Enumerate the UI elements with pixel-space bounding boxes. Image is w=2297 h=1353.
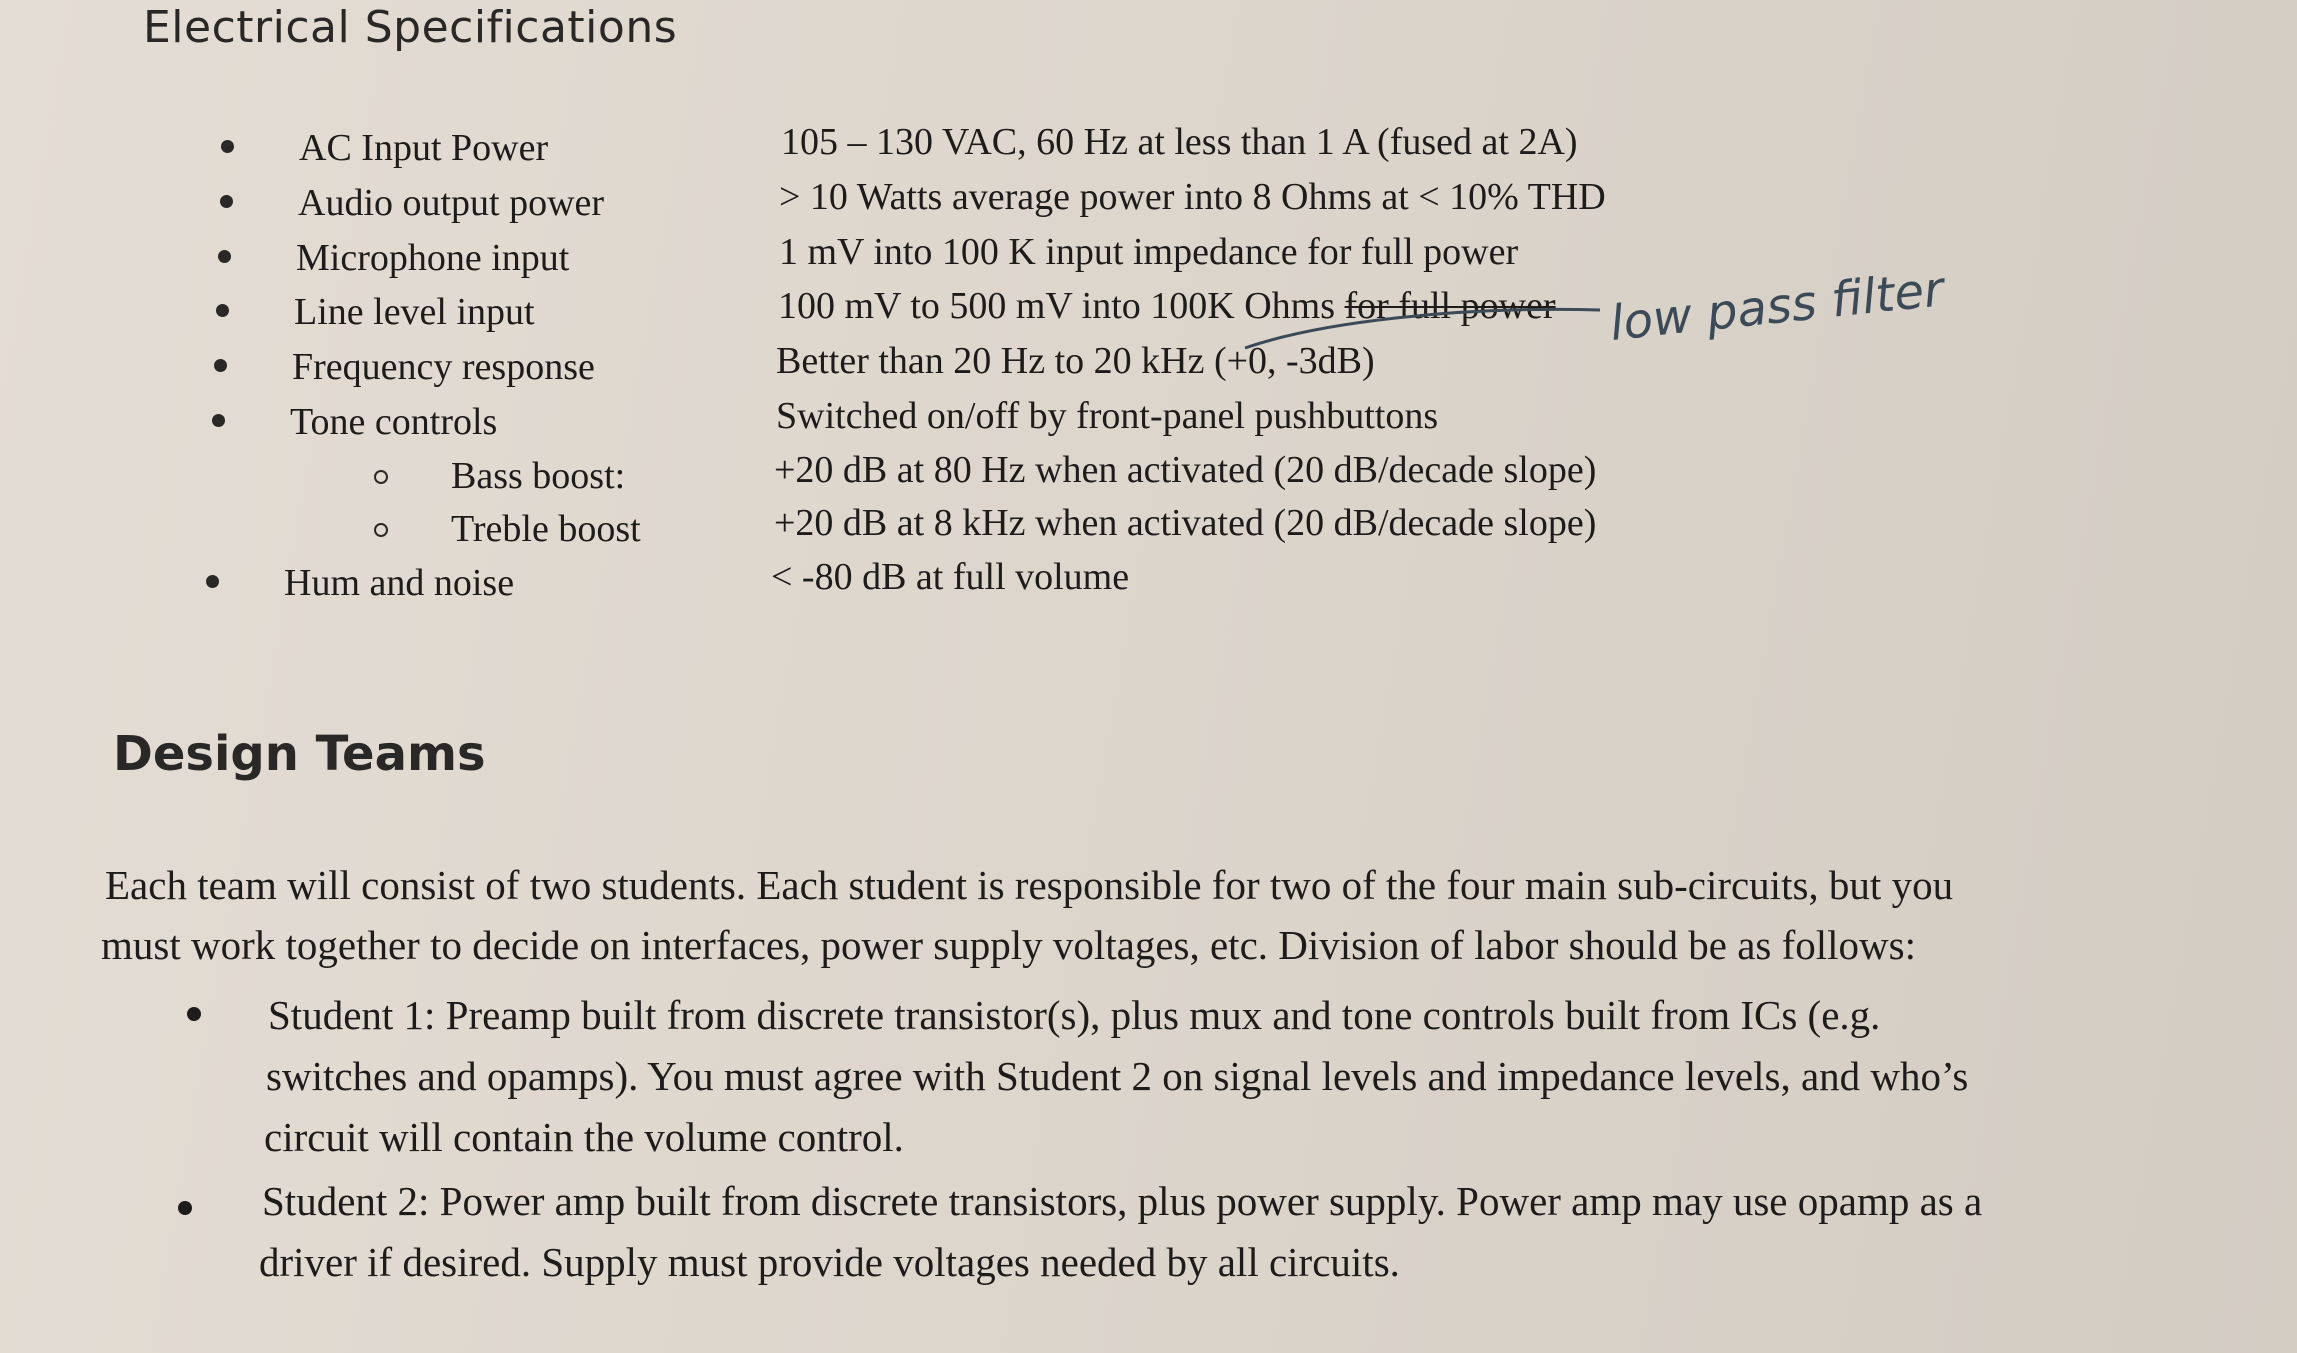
paragraph-line: Each team will consist of two students. Each student is responsible for two of the four main sub-circuits, but you (105, 862, 1954, 908)
paragraph-line: switches and opamps). You must agree with Student 2 on signal levels and impedance levels, and who’s (266, 1053, 1969, 1099)
spec-label: Hum and noise (284, 562, 515, 604)
spec-label: Treble boost (451, 508, 641, 550)
paragraph-line: Student 1: Preamp built from discrete transistor(s), plus mux and tone controls built from ICs (e.g. (268, 992, 1881, 1038)
spec-value: 1 mV into 100 K input impedance for full power (779, 231, 1519, 273)
spec-label: Audio output power (298, 182, 605, 224)
struck-text: for full power (1344, 285, 1556, 327)
handwritten-note: low pass filter (1607, 261, 1947, 352)
spec-value: < -80 dB at full volume (771, 556, 1130, 598)
paragraph-line: must work together to decide on interfaces, power supply voltages, etc. Division of labor should be as follows: (101, 922, 1916, 968)
design-teams-heading: Design Teams (113, 726, 486, 782)
spec-value: +20 dB at 80 Hz when activated (20 dB/decade slope) (774, 449, 1597, 491)
spec-label: Tone controls (290, 401, 498, 443)
bullet-icon (178, 1201, 192, 1215)
spec-value: Better than 20 Hz to 20 kHz (+0, -3dB) (776, 340, 1375, 382)
spec-value: +20 dB at 8 kHz when activated (20 dB/decade slope) (774, 502, 1597, 544)
spec-label: AC Input Power (299, 127, 549, 169)
spec-value-main: 100 mV to 500 mV into 100K Ohms (778, 285, 1345, 327)
spec-label: Frequency response (292, 346, 595, 388)
bullet-icon (187, 1007, 201, 1021)
spec-label: Microphone input (296, 237, 570, 279)
spec-value: > 10 Watts average power into 8 Ohms at < 10% THD (779, 176, 1606, 218)
spec-value: 105 – 130 VAC, 60 Hz at less than 1 A (fused at 2A) (781, 121, 1578, 163)
spec-label: Line level input (294, 291, 535, 333)
paragraph-line: Student 2: Power amp built from discrete transistors, plus power supply. Power amp may use opamp as a (262, 1178, 1983, 1224)
paragraph-line: driver if desired. Supply must provide voltages needed by all circuits. (259, 1239, 1400, 1285)
electrical-specs-heading: Electrical Specifications (143, 2, 678, 53)
paragraph-line: circuit will contain the volume control. (264, 1114, 904, 1160)
spec-label: Bass boost: (451, 455, 626, 497)
handwritten-arrow (1245, 309, 1600, 348)
spec-value: Switched on/off by front-panel pushbuttons (776, 395, 1439, 437)
